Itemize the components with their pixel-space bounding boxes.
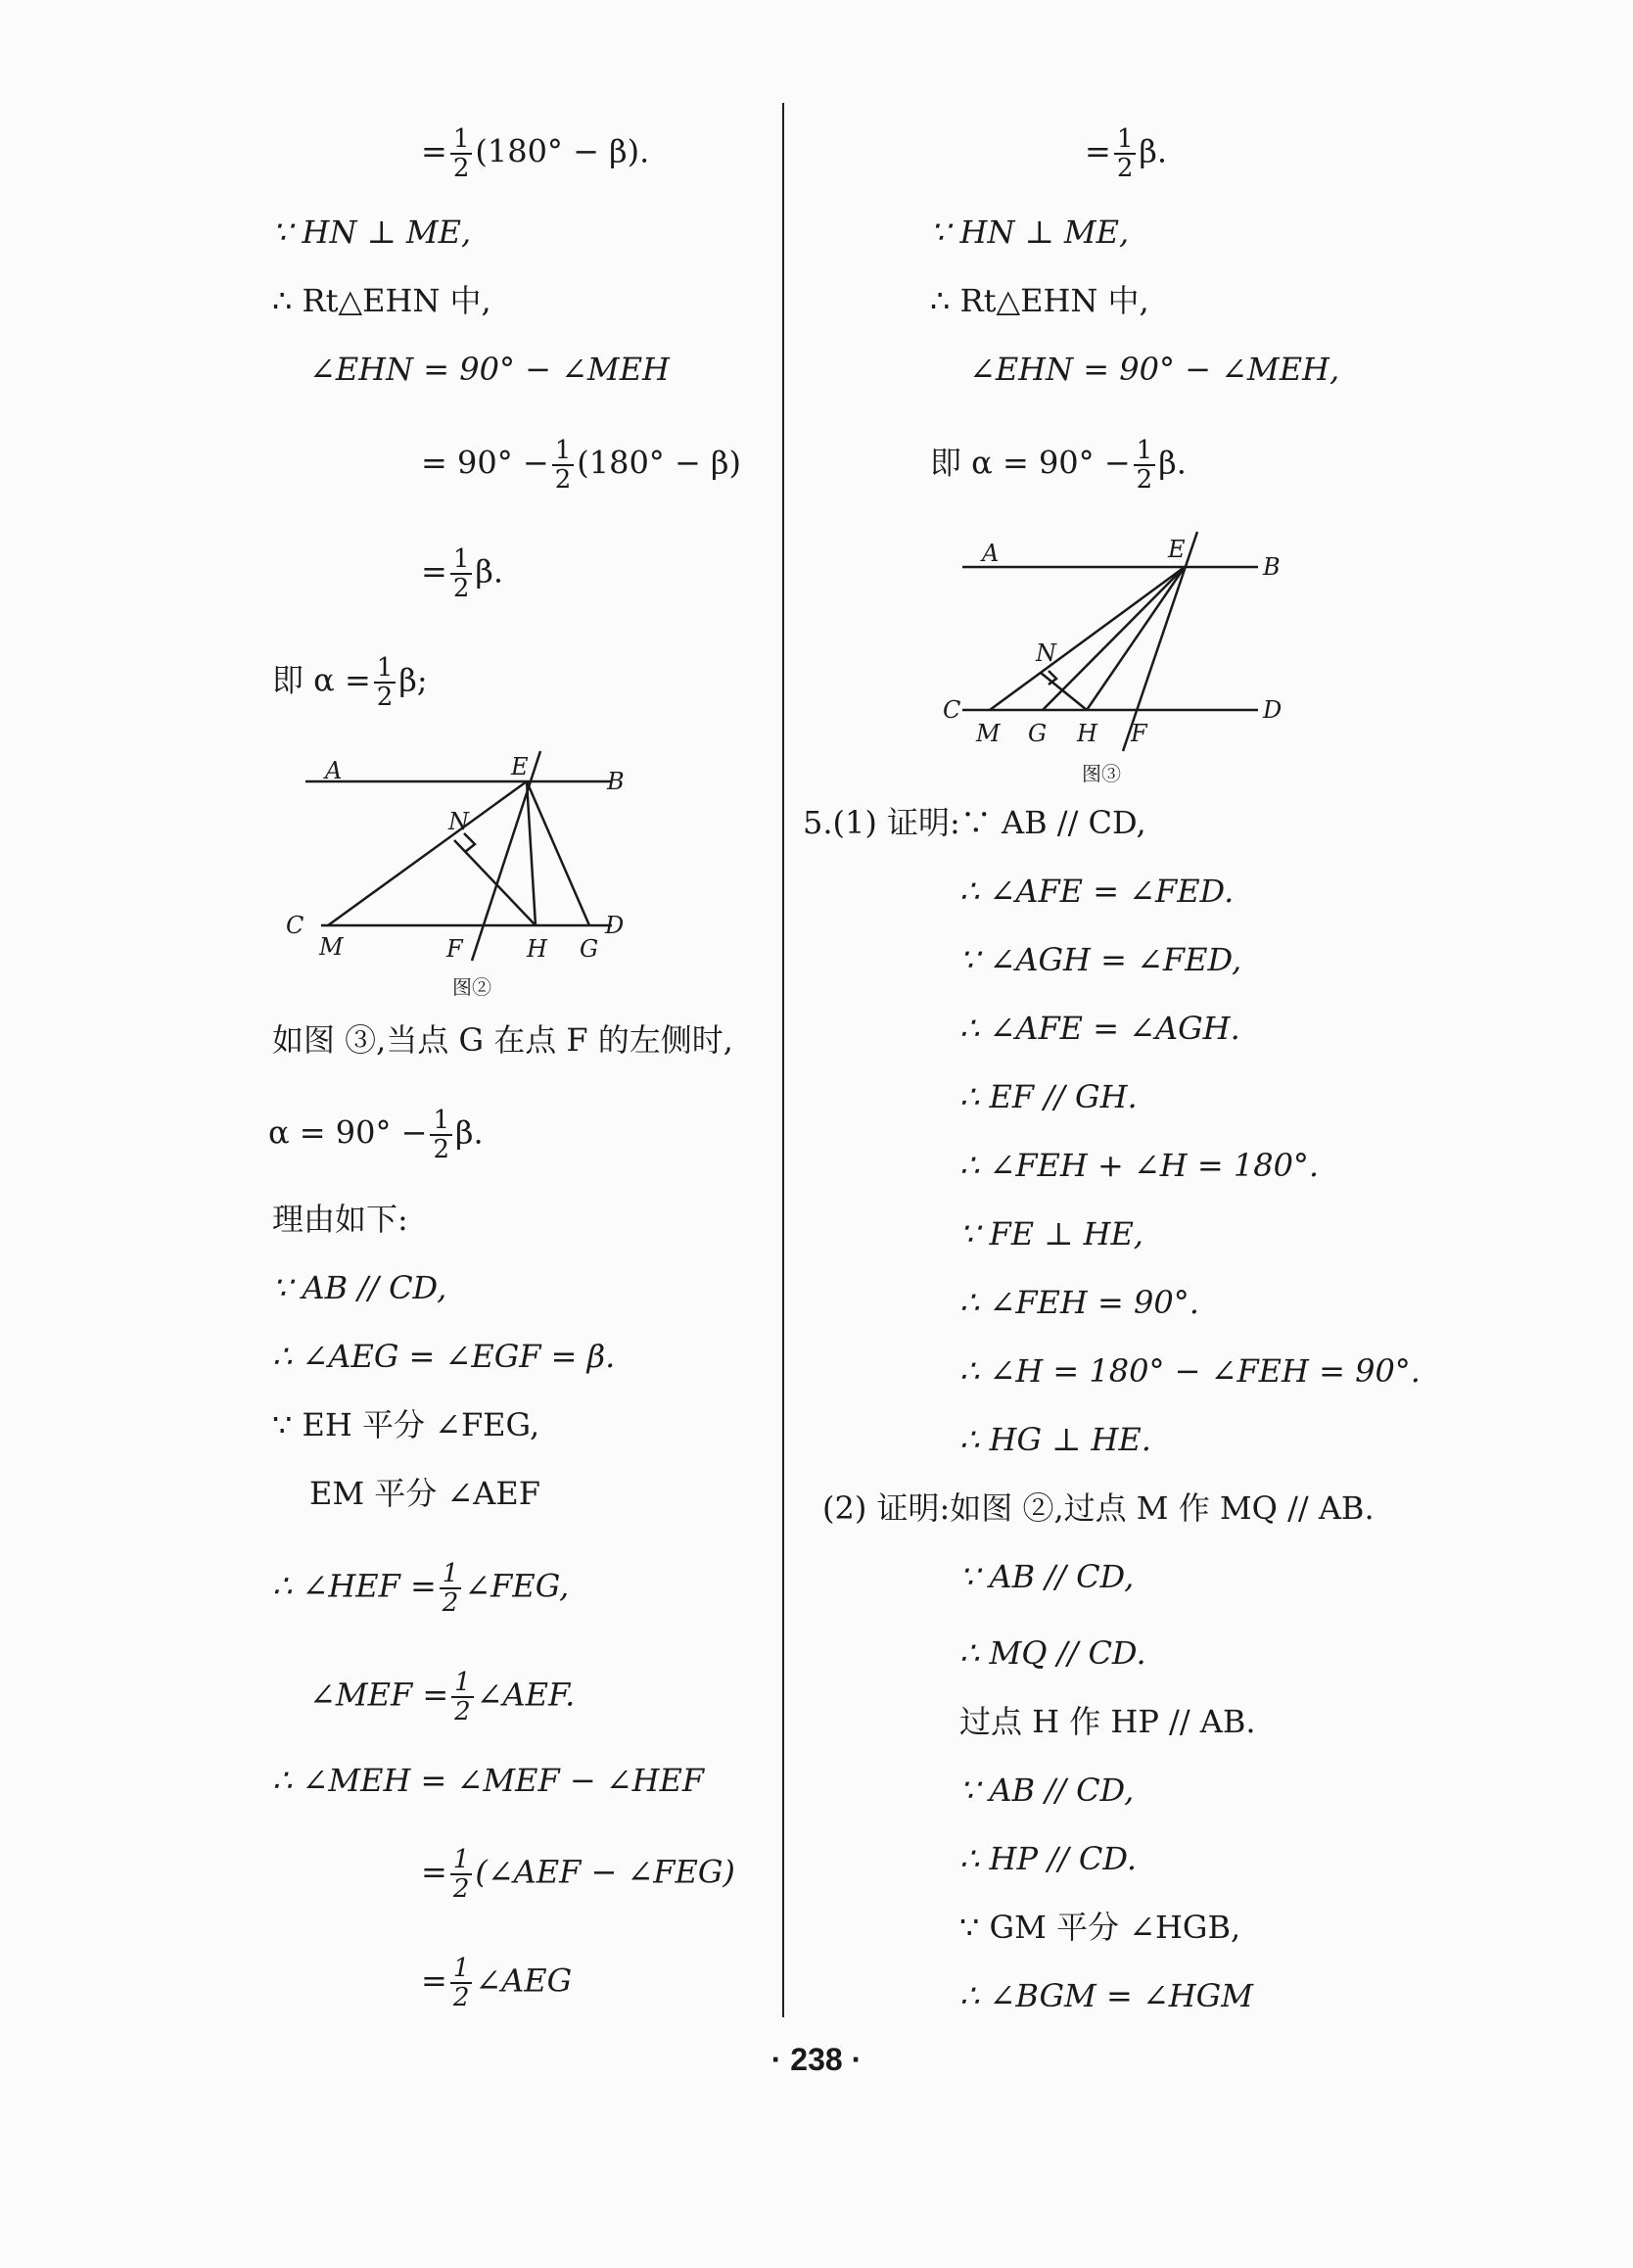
label-e: E [511,753,529,780]
left-line-9: α = 90° − $\frac{1}{2}$ β. [268,1106,484,1164]
line-eg [1043,567,1185,710]
right-line-7: ∴ ∠AFE = ∠FED. [959,873,1235,910]
label-c: C [943,696,961,724]
line-hn [454,840,536,925]
label-b: B [1263,553,1281,581]
right-line-9: ∴ ∠AFE = ∠AGH. [959,1010,1240,1047]
figure-3 [935,524,1307,798]
left-line-13: ∵ EH 平分 ∠FEG, [272,1406,540,1443]
left-line-15: ∴ ∠HEF = $\frac{1}{2}$ ∠FEG, [272,1559,570,1618]
right-line-16: (2) 证明:如图 ②,过点 M 作 MQ // AB. [822,1489,1375,1527]
left-line-14: EM 平分 ∠AEF [309,1475,540,1512]
right-line-10: ∴ EF // GH. [959,1078,1138,1115]
label-g: G [1028,720,1048,747]
left-line-1: = $\frac{1}{2}$ (180° − β). [421,124,650,183]
right-line-18: ∴ MQ // CD. [959,1634,1146,1672]
line-em [328,781,527,925]
right-line-2: ∵ HN ⊥ ME, [930,213,1130,251]
right-line-20: ∵ AB // CD, [959,1772,1135,1809]
left-line-7: 即 α = $\frac{1}{2}$ β; [272,653,428,712]
label-m: M [319,933,344,961]
column-divider [782,103,784,2017]
right-line-5: 即 α = 90° − $\frac{1}{2}$ β. [930,436,1187,495]
right-angle-mark [464,833,475,852]
label-a: A [325,757,343,784]
right-line-8: ∵ ∠AGH = ∠FED, [959,941,1242,978]
label-g: G [580,935,599,963]
fig2-caption: 图② [452,975,491,999]
right-line-17: ∵ AB // CD, [959,1558,1135,1595]
right-line-23: ∴ ∠BGM = ∠HGM [959,1977,1253,2014]
left-line-2: ∵ HN ⊥ ME, [272,213,472,251]
left-line-12: ∴ ∠AEG = ∠EGF = β. [272,1338,616,1375]
label-d: D [605,912,625,939]
right-line-19: 过点 H 作 HP // AB. [959,1703,1256,1740]
left-line-11: ∵ AB // CD, [272,1269,447,1306]
right-line-21: ∴ HP // CD. [959,1840,1138,1877]
label-m: M [976,720,1001,747]
left-line-3: ∴ Rt△EHN 中, [272,282,491,319]
left-line-6: = $\frac{1}{2}$ β. [421,544,504,603]
fig3-caption: 图③ [1082,762,1121,785]
label-f: F [1131,720,1147,747]
left-line-18: = $\frac{1}{2}$ (∠AEF − ∠FEG) [421,1845,735,1904]
line-eg [527,781,589,925]
right-line-1: = $\frac{1}{2}$ β. [1085,124,1168,183]
label-e: E [1168,536,1186,563]
right-line-14: ∴ ∠H = 180° − ∠FEH = 90°. [959,1352,1421,1390]
label-f: F [446,935,463,963]
label-a: A [982,540,1000,567]
left-line-8: 如图 ③,当点 G 在点 F 的左侧时, [272,1021,733,1059]
label-h: H [1077,720,1097,747]
figure-2 [274,739,646,1014]
right-angle-mark [1049,671,1056,685]
left-line-10: 理由如下: [272,1201,408,1238]
right-line-6: 5.(1) 证明:∵ AB // CD, [803,804,1146,841]
label-n: N [448,808,469,835]
right-line-22: ∵ GM 平分 ∠HGB, [959,1909,1241,1946]
line-eh [527,781,536,925]
right-line-4: ∠EHN = 90° − ∠MEH, [969,351,1340,388]
left-line-17: ∴ ∠MEH = ∠MEF − ∠HEF [272,1762,705,1799]
left-line-4: ∠EHN = 90° − ∠MEH [309,351,670,388]
label-d: D [1263,696,1283,724]
right-line-15: ∴ HG ⊥ HE. [959,1421,1151,1458]
label-h: H [527,935,547,963]
page-number: · 238 · [770,2042,863,2077]
line-eh [1087,567,1185,710]
right-line-13: ∴ ∠FEH = 90°. [959,1284,1199,1321]
right-line-11: ∴ ∠FEH + ∠H = 180°. [959,1147,1320,1184]
right-line-3: ∴ Rt△EHN 中, [930,282,1149,319]
left-line-19: = $\frac{1}{2}$ ∠AEG [421,1954,573,2012]
label-n: N [1036,639,1056,667]
left-line-5: = 90° − $\frac{1}{2}$ (180° − β) [421,436,741,495]
label-b: B [607,768,625,795]
label-c: C [286,912,304,939]
right-line-12: ∵ FE ⊥ HE, [959,1215,1143,1252]
line-em [990,567,1185,710]
left-line-16: ∠MEF = $\frac{1}{2}$ ∠AEF. [309,1668,576,1726]
